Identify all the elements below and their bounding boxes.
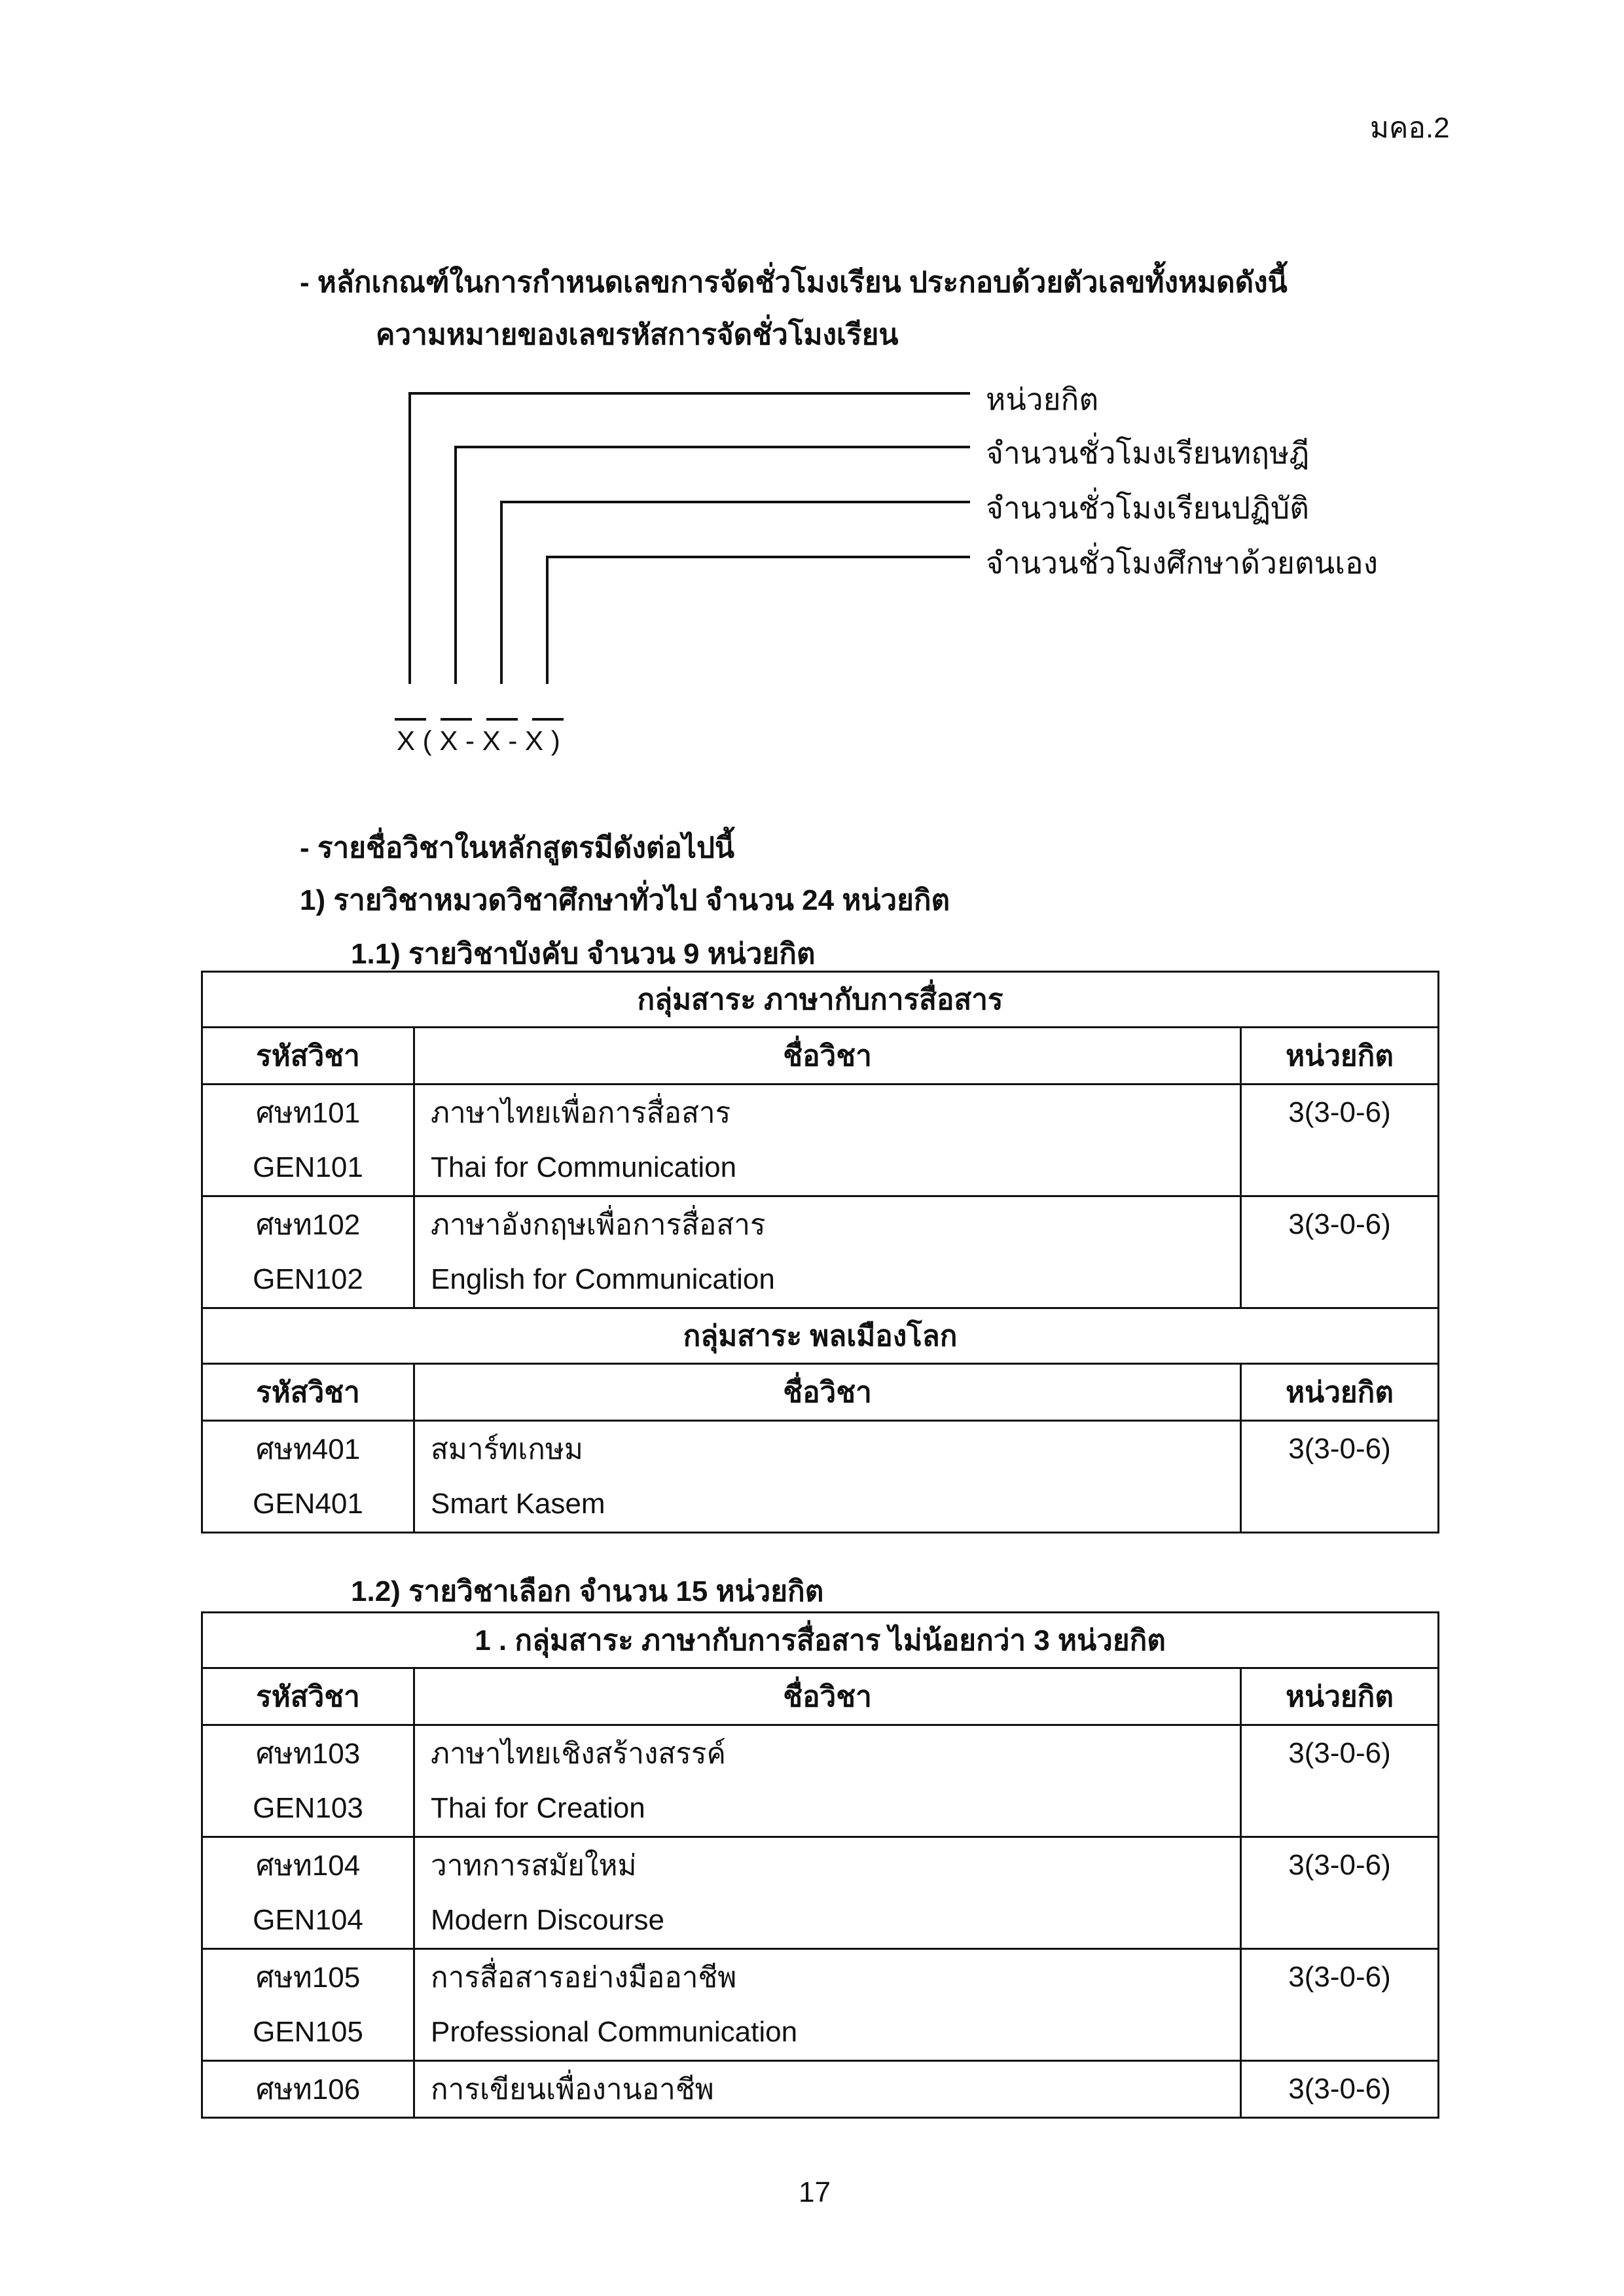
course-code-th: ศษท104 xyxy=(202,1837,414,1893)
course-credit: 3(3-0-6) xyxy=(1241,1837,1439,1893)
diagram-label-practice-hours: จำนวนชั่วโมงเรียนปฏิบัติ xyxy=(986,491,1310,525)
course-name-en: English for Communication xyxy=(414,1252,1241,1308)
bracket-self-study xyxy=(547,557,970,684)
group-title-global-citizen: กลุ่มสาระ พลเมืองโลก xyxy=(202,1308,1439,1364)
course-credit: 3(3-0-6) xyxy=(1241,1949,1439,2005)
required-courses-table xyxy=(201,971,1439,1534)
course-name-en: Thai for Creation xyxy=(414,1781,1241,1837)
course-code-en: GEN104 xyxy=(202,1893,414,1949)
table-row xyxy=(202,1781,1439,1837)
course-code-th: ศษท102 xyxy=(202,1196,414,1253)
col-header-name: ชื่อวิชา xyxy=(414,1028,1241,1085)
col-header-credit: หน่วยกิต xyxy=(1241,1668,1439,1725)
bracket-theory xyxy=(456,447,970,684)
course-credit: 3(3-0-6) xyxy=(1241,1421,1439,1477)
course-name-en: Modern Discourse xyxy=(414,1893,1241,1949)
col-header-credit: หน่วยกิต xyxy=(1241,1028,1439,1085)
elective-courses-table xyxy=(201,1611,1439,2119)
course-name-th: ภาษาไทยเชิงสร้างสรรค์ xyxy=(414,1725,1241,1782)
course-code-th: ศษท106 xyxy=(202,2061,414,2118)
criteria-line-2: ความหมายของเลขรหัสการจัดชั่วโมงเรียน xyxy=(376,319,899,351)
table-row xyxy=(202,1085,1439,1141)
col-header-code: รหัสวิชา xyxy=(202,1028,414,1085)
page-number: 17 xyxy=(799,2176,831,2208)
course-name-th: ภาษาไทยเพื่อการสื่อสาร xyxy=(414,1085,1241,1141)
course-name-th: ภาษาอังกฤษเพื่อการสื่อสาร xyxy=(414,1196,1241,1253)
table-row xyxy=(202,2005,1439,2061)
group-title-language: กลุ่มสาระ ภาษากับการสื่อสาร xyxy=(202,972,1439,1028)
course-code-en: GEN102 xyxy=(202,1252,414,1308)
bracket-credit xyxy=(410,393,970,684)
course-credit: 3(3-0-6) xyxy=(1241,1725,1439,1782)
table-row xyxy=(202,1477,1439,1533)
table-row xyxy=(202,2061,1439,2118)
course-credit: 3(3-0-6) xyxy=(1241,2061,1439,2118)
course-code-th: ศษท105 xyxy=(202,1949,414,2005)
col-header-name: ชื่อวิชา xyxy=(414,1668,1241,1725)
criteria-line-1: - หลักเกณฑ์ในการกำหนดเลขการจัดชั่วโมงเรียน ประกอบด้วยตัวเลขทั้งหมดดังนี้ xyxy=(300,266,1288,298)
required-courses-heading: 1.1) รายวิชาบังคับ จำนวน 9 หน่วยกิต xyxy=(351,938,816,970)
course-name-en: Thai for Communication xyxy=(414,1140,1241,1196)
course-code-th: ศษท401 xyxy=(202,1421,414,1477)
course-name-en: Smart Kasem xyxy=(414,1477,1241,1533)
diagram-label-self-study-hours: จำนวนชั่วโมงศึกษาด้วยตนเอง xyxy=(986,546,1379,580)
doc-code: มคอ.2 xyxy=(1370,112,1450,144)
col-header-code: รหัสวิชา xyxy=(202,1668,414,1725)
course-name-th: การเขียนเพื่องานอาชีพ xyxy=(414,2061,1241,2118)
general-education-heading: 1) รายวิชาหมวดวิชาศึกษาทั่วไป จำนวน 24 หน่วยกิต xyxy=(300,884,950,916)
group-title-elective-language: 1 . กลุ่มสาระ ภาษากับการสื่อสาร ไม่น้อยกว่า 3 หน่วยกิต xyxy=(202,1613,1439,1668)
course-name-en: Professional Communication xyxy=(414,2005,1241,2061)
code-meaning-diagram xyxy=(0,0,1624,785)
course-code-en: GEN105 xyxy=(202,2005,414,2061)
course-name-th: สมาร์ทเกษม xyxy=(414,1421,1241,1477)
table-row xyxy=(202,1725,1439,1782)
table-row xyxy=(202,1949,1439,2005)
col-header-code: รหัสวิชา xyxy=(202,1364,414,1421)
course-code-th: ศษท101 xyxy=(202,1085,414,1141)
elective-courses-heading: 1.2) รายวิชาเลือก จำนวน 15 หน่วยกิต xyxy=(351,1575,824,1607)
course-code-en: GEN103 xyxy=(202,1781,414,1837)
course-name-th: วาทการสมัยใหม่ xyxy=(414,1837,1241,1893)
course-code-th: ศษท103 xyxy=(202,1725,414,1782)
course-credit: 3(3-0-6) xyxy=(1241,1085,1439,1141)
course-credit: 3(3-0-6) xyxy=(1241,1196,1439,1253)
diagram-formula: X ( X - X - X ) xyxy=(397,725,560,756)
col-header-name: ชื่อวิชา xyxy=(414,1364,1241,1421)
course-name-th: การสื่อสารอย่างมืออาชีพ xyxy=(414,1949,1241,2005)
course-code-en: GEN401 xyxy=(202,1477,414,1533)
diagram-label-theory-hours: จำนวนชั่วโมงเรียนทฤษฎี xyxy=(986,436,1310,470)
table-row xyxy=(202,1893,1439,1949)
course-list-intro: - รายชื่อวิชาในหลักสูตรมีดังต่อไปนี้ xyxy=(300,832,734,864)
table-row xyxy=(202,1140,1439,1196)
table-row xyxy=(202,1837,1439,1893)
bracket-practice xyxy=(501,502,970,684)
table-row xyxy=(202,1252,1439,1308)
diagram-label-credit: หน่วยกิต xyxy=(986,382,1099,416)
course-code-en: GEN101 xyxy=(202,1140,414,1196)
table-row xyxy=(202,1196,1439,1253)
table-row xyxy=(202,1421,1439,1477)
col-header-credit: หน่วยกิต xyxy=(1241,1364,1439,1421)
